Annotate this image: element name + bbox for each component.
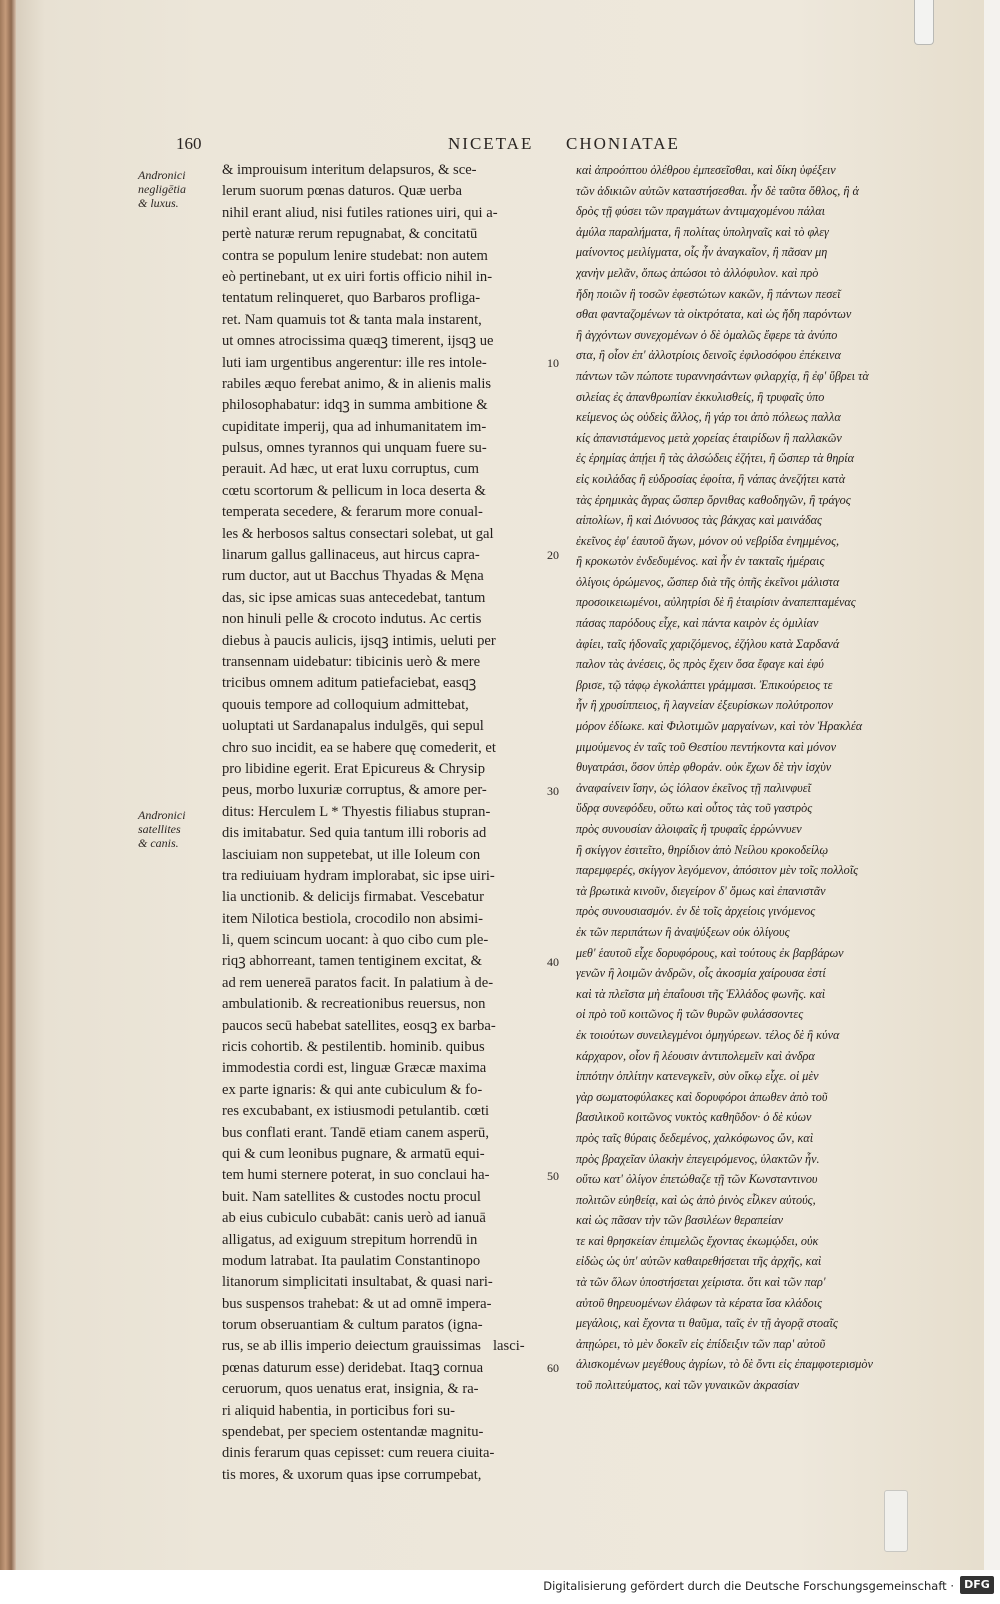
text-line: πρὸς ταῖς θύραις δεδεμένος, χαλκόφωνος ὤν, καὶ (576, 1130, 814, 1145)
text-line: lerum suorum pœnas daturos. Quæ uerba (222, 183, 462, 200)
text-line: pœnas daturum esse) deridebat. Itaqꝫ cornua (222, 1359, 484, 1376)
text-line: diebus à paucis aulicis, ijsqꝫ intimis, ueluti per (222, 632, 496, 649)
page-tab (884, 1490, 908, 1552)
text-line: αἰπολίων, ἢ καὶ Διόνυσος τὰς βάκχας καὶ μαινάδας (576, 513, 822, 528)
line-number: 30 (547, 783, 559, 798)
text-line: philosophabatur: idqꝫ in summa ambitione & (222, 397, 488, 414)
text-line: peus, morbo luxuriæ corruptus, & amore per- (222, 782, 487, 799)
text-line: ἱππότην ὁπλίτην κατενεγκεῖν, σὺν οἴκῳ εἶχε. οἱ μὲν (576, 1069, 819, 1084)
text-line: dis imitabatur. Sed quia tantum illi roboris ad (222, 825, 487, 842)
text-line: rabiles æquo ferebat animo, & in alienis malis (222, 375, 492, 392)
text-line: τοῦ πολιτεύματος, καὶ τῶν γυναικῶν ἀκρασίαν (576, 1378, 800, 1393)
text-line: χανὴν μελᾶν, ὅπως ἀπώσοι τὸ ἀλλόφυλον. καὶ πρὸ (576, 265, 819, 280)
dfg-logo: DFG (960, 1576, 994, 1594)
text-line: καὶ ἀπροόπτου ὀλέθρου ἐμπεσεῖσθαι, καὶ δίκη ὑφέξειν (576, 163, 836, 177)
text-line: tentatum relinqueret, quo Barbaros profliga- (222, 290, 481, 307)
text-line: temperata secedere, & ferarum more conual- (222, 504, 483, 521)
running-head-right: CHONIATAE (566, 134, 680, 153)
text-line: alligatus, ad exiguum strepitum horrendū in (222, 1231, 478, 1248)
text-line: αὐτοῦ θηρευομένων ἐλάφων τὰ κέρατα ἴσα κλάδοις (576, 1295, 823, 1310)
text-line: μιμούμενος ἐν ταῖς τοῦ Θεστίου πεντήκοντα καὶ μόνον (576, 739, 837, 754)
text-line: μεθ' ἑαυτοῦ εἶχε δορυφόρους, καὶ τούτους ἐκ βαρβάρων (576, 945, 844, 960)
text-line: οὕτω κατ' ὀλίγον ἐπετώθαζε τῇ τῶν Κωνσταντινου (576, 1172, 818, 1187)
text-line: torum obseruantiam & cultum paratos (igna- (222, 1317, 483, 1334)
text-line: lasciuiam non suppetebat, ut ille Ioleum con (222, 846, 481, 863)
text-line: ἁλισκομένων μεγέθους ἀγρίων, τὸ δὲ ὄντι εἰς ἐπαμφοτερισμὸν (576, 1357, 873, 1372)
text-line: ἀφίει, ταῖς ἡδοναῖς χαριζόμενος, ἐζήλου κατὰ Σαρδανά (576, 636, 840, 651)
text-line: ex parte ignaris: & qui ante cubiculum & fo- (222, 1081, 483, 1098)
text-line: ditus: Herculem L * Thyestis filiabus stupran- (222, 803, 491, 820)
text-line: ambulationib. & recreationibus reuersus, non (222, 996, 486, 1013)
text-line: ὕδρᾳ συνεφόδευ, οὕτω καὶ οὗτος τὰς τοῦ γαστρὸς (576, 801, 813, 816)
text-line: βασιλικοῦ κοιτῶνος νυκτὸς καθηῦδον· ὁ δὲ κύων (576, 1110, 812, 1125)
text-line: quouis tempore ad colloquium admittebat, (222, 696, 469, 713)
line-number: 20 (547, 548, 559, 563)
text-line: qui & cum leonibus pugnare, & armatū equi- (222, 1145, 485, 1162)
text-line: ἤδη ποιῶν ἢ τοσῶν ἐφεστώτων κακῶν, ἢ πάντων πεσεῖ (576, 286, 841, 301)
text-line: οἱ πρὸ τοῦ κοιτῶνος ἢ τῶν θυρῶν φυλάσσοντες (576, 1007, 804, 1022)
text-line: nihil erant aliud, nisi futiles rationes uiri, qui a- (222, 204, 498, 221)
margin-note-line: & canis. (138, 836, 179, 850)
margin-note-line: & luxus. (138, 196, 179, 210)
page-right-margin (984, 0, 1000, 1570)
text-line: στα, ἢ οἷον ἐπ' ἀλλοτρίοις δεινοῖς ἐφιλοσόφου ἐπέκεινα (576, 348, 841, 363)
text-line: tra rediuiuam hydram implorabat, sic ipse uiri- (222, 867, 495, 884)
text-line: eò pertinebant, ut ex uiri fortis officio nihil in- (222, 268, 493, 285)
margin-note-satellites (138, 808, 214, 850)
text-line: chro suo incidit, ea se habere quę comederit, et (222, 739, 496, 756)
text-line: πρὸς συνουσιασμόν. ἐν δὲ τοῖς ἀρχείοις γινόμενος (576, 904, 816, 919)
text-line: ἦν ἢ χρυσίππειος, ἢ λαγνείαν ἐξευρίσκων πολύτροπον (576, 698, 833, 713)
text-line: καὶ ὡς πᾶσαν τὴν τῶν βασιλέων θεραπείαν (576, 1213, 784, 1228)
text-line: ἀπῃώρει, τὸ μὲν δοκεῖν εἰς ἐπίδειξιν τῶν παρ' αὐτοῦ (576, 1336, 826, 1351)
text-line: μόρον ἐδίωκε. καὶ Φιλοτιμῶν μαργαίνων, καὶ τὸν Ἡρακλέα (576, 719, 863, 734)
text-line: δρὸς τῇ φύσει τῶν πραγμάτων ἀντιμαχομένου πάλαι (576, 204, 826, 219)
text-line: ricis cohortib. & pestilentib. hominib. quibus (222, 1039, 485, 1056)
text-line: pro libidine egerit. Erat Epicureus & Chrysip (222, 760, 486, 777)
running-head-left: NICETAE (448, 134, 534, 153)
text-line: dinis ferarum quas cepisset: cum reuera ciuita- (222, 1445, 495, 1462)
text-line: ἀναφαίνειν ἴσην, ὡς ἰόλαον ἐκεῖνος τῇ παλινφυεῖ (576, 780, 811, 795)
text-line: & improuisum interitum delapsuros, & sce- (222, 162, 477, 178)
text-line: ret. Nam quamuis tot & tanta mala instarent, (222, 311, 482, 328)
text-line: pulsus, omnes tyrannos qui unquam fuere su- (222, 440, 487, 457)
catchword: lasci- (493, 1338, 525, 1354)
text-line: ἢ ἀγχόντων συνεχομένων ὁ δὲ ὁμαλῶς ἔφερε τὰ ἀνύπο (576, 327, 838, 342)
greek-text-column (576, 160, 908, 1396)
text-line: καὶ τὰ πλεῖστα μὴ ἐπαΐουσι τῆς Ἑλλάδος φωνῆς. καὶ (576, 986, 826, 1001)
margin-note-luxury (138, 168, 214, 210)
text-line: πάσας παρόδους εἶχε, καὶ πάντα καιρὸν ἐς ὁμιλίαν (576, 616, 819, 631)
text-line: rus, se ab illis imperio deiectum grauissimas (222, 1338, 481, 1355)
margin-note-line: Andronici (138, 168, 186, 182)
line-number: 40 (547, 954, 559, 969)
text-line: τῶν ἀδικιῶν αὐτῶν καταστήσεσθαι. ἦν δὲ ταῦτα ὄθλος, ἢ ἀ (576, 183, 859, 198)
text-line: εἰς κοιλάδας ἢ εὐδροσίας ἐφοίτα, ἢ νάπας ἀνεζήτει κατὰ (576, 471, 846, 486)
text-line: ut omnes atrocissima quæqꝫ timerent, ijsqꝫ ue (222, 333, 494, 350)
text-line: bus suspensos trahebat: & ut ad omnē impera- (222, 1295, 492, 1312)
text-line: μεγάλοις, καὶ ἔχοντα τι θαῦμα, ταῖς ἐν τῇ ἀγορᾷ στοαῖς (576, 1316, 838, 1331)
page-number: 160 (176, 134, 202, 153)
text-line: tem humi sternere poterat, in suo conclaui ha- (222, 1167, 490, 1184)
footer-bar (0, 1570, 1000, 1604)
text-line: litanorum simplicitati insultabat, & quasi nari- (222, 1274, 493, 1291)
text-line: rum ductor, aut ut Bacchus Thyadas & Męna (222, 568, 484, 585)
text-line: κίς ἀπανιστάμενος μετὰ χορείας ἑταιρίδων ἢ παλλακῶν (576, 430, 842, 445)
text-line: προσοικειωμένοι, αὐλητρίσι δὲ ἢ ἑταιρίσιν ἀναπεπταμένας (576, 595, 856, 610)
text-line: ἐκ τῶν περιπάτων ἢ ἀναψύξεων οὐκ ὀλίγους (576, 924, 790, 939)
text-line: immodestia cordi est, linguæ Græcæ maxima (222, 1060, 487, 1077)
text-line: μαίνοντος μειλίγματα, οἷς ἦν ἀναγκαῖον, ἢ πᾶσαν μη (576, 245, 828, 260)
text-line: luti iam urgentibus angerentur: ille res intole- (222, 354, 487, 371)
text-line: modum latrabat. Ita paulatim Constantinopo (222, 1252, 481, 1269)
text-line: item Nilotica bestiola, crocodilo non absimi- (222, 910, 484, 927)
text-line: pertè naturæ rerum repugnabat, & concitatū (222, 226, 478, 243)
text-line: γὰρ σωματοφύλακες καὶ δορυφόροι ἀπωθεν ἀπὸ τοῦ (576, 1089, 828, 1104)
text-line: πρὸς βραχεῖαν ὑλακὴν ἐπεγειρόμενος, ὑλακτῶν ἦν. (576, 1151, 820, 1166)
text-line: das, sic ipse amicas suas antecedebat, tantum (222, 589, 486, 606)
text-line: uoluptati ut Sardanapalus indulgēs, qui sepul (222, 718, 484, 735)
text-line: εἰδὼς ὡς ὑπ' αὐτῶν καθαιρεθήσεται τῆς ἀρχῆς, καὶ (576, 1254, 822, 1269)
text-line: κείμενος ὡς οὐδεὶς ἄλλος, ἢ γάρ τοι ἀπὸ πόλεως παλλα (576, 410, 841, 425)
text-line: les & herbosos saltus consectari solebat, ut gal (222, 525, 494, 542)
page-clip (914, 0, 934, 45)
text-line: ab eius cubiculo cubabāt: canis uerò ad ianuā (222, 1210, 486, 1227)
text-line: perauit. Ad hæc, ut erat luxu corruptus, cum (222, 461, 479, 478)
text-line: linarum gallus gallinaceus, aut hircus capra- (222, 547, 480, 564)
margin-note-line: negligētia (138, 182, 186, 196)
text-line: παλον τὰς ἀνέσεις, ὃς πρὸς ἔχειν ὅσα ἔφαγε καὶ ἐφύ (576, 657, 824, 672)
text-line: transennam uidebatur: tibicinis uerò & mere (222, 653, 481, 670)
text-line: ὀλίγοις ὁρώμενος, ὥσπερ διὰ τῆς ὀπῆς ἐκεῖνοι μάλιστα (576, 574, 840, 589)
funding-credit: Digitalisierung gefördert durch die Deutsche Forschungsgemeinschaft · (543, 1579, 954, 1593)
text-line: buit. Nam satellites & custodes noctu procul (222, 1188, 481, 1205)
text-line: σιλείας ἐς ἀπανθρωπίαν ἐκκυλισθείς, ἢ τρυφαῖς ὑπο (576, 389, 825, 404)
margin-note-line: satellites (138, 822, 181, 836)
text-line: πρὸς συνουσίαν ἀλοιφαῖς ἢ τρυφαῖς ἐρρώννυεν (576, 822, 802, 836)
text-line: γενῶν ἢ λοιμῶν ἀνδρῶν, οἷς ἀκοσμία χαίρουσα ἐστί (576, 966, 826, 981)
text-line: ἐς ἐρημίας ἀπῄει ἢ τὰς ἀλσώδεις ἐζήτει, ἢ ὥσπερ τὰ θηρία (576, 451, 855, 466)
text-line: ἀμύλα παραλήματα, ἢ πολίτας ὑποληναῖς καὶ τὸ φλεγ (576, 224, 829, 239)
text-line: cœtu scortorum & pellicum in loca deserta & (222, 482, 486, 499)
text-line: τὰς ἐρημικὰς ἄγρας ὥσπερ ὄρνιθας καθοδηγῶν, ἢ τράγος (576, 492, 851, 507)
text-line: ἐκ τοιούτων συνειλεγμένοι ὁμηγύρεων. τέλος δὲ ἢ κύνα (576, 1027, 840, 1042)
text-line: cupiditate imperij, qua ad inhumanitatem im- (222, 418, 487, 435)
text-line: τὰ βρωτικὰ κινοῦν, διεγείρον δ' ὅμως καὶ ἐπανιστᾶν (576, 883, 826, 898)
text-line: ri aliquid habentia, in porticibus fori su- (222, 1402, 456, 1419)
text-line: lia unctionib. & delicijs firmabat. Vescebatur (222, 889, 484, 906)
text-line: li, quem scincum uocant: à quo cibo cum ple- (222, 932, 489, 949)
text-line: tis mores, & uxorum quas ipse corrumpebat, (222, 1466, 482, 1483)
text-line: πάντων τῶν πώποτε τυραννησάντων φιλαρχίᾳ, ἢ ἐφ' ὕβρει τὰ (576, 368, 869, 383)
text-line: ἢ σκίγγον ἐσιτεῖτο, θηρίδιον ἀπὸ Νείλου κροκοδείλῳ (576, 842, 829, 857)
line-number: 60 (547, 1361, 559, 1376)
text-line: non hinuli pelle & crocoto indutus. Ac certis (222, 611, 482, 628)
text-line: ad rem uenereā paratos facit. In palatium à de- (222, 974, 494, 991)
margin-note-line: Andronici (138, 808, 186, 822)
text-line: βρισε, τῷ τάφῳ ἐγκολάπτει γράμμασι. Ἐπικούρειος τε (576, 677, 833, 692)
text-line: tricibus omnem aditum patiefaciebat, easqꝫ (222, 675, 477, 692)
text-line: κάρχαρον, οἷον ἢ λέουσιν ἀντιπολεμεῖν καὶ ἀνδρα (576, 1048, 815, 1063)
text-line: paucos secū habebat satellites, eosqꝫ ex barba- (222, 1017, 496, 1034)
text-line: ἢ κροκωτὸν ἐνδεδυμένος. καὶ ἦν ἐν τακταῖς ἡμέραις (576, 554, 825, 569)
text-line: σθαι φανταζομένων τὰ οἰκτρότατα, καὶ ὡς ἤδη παρόντων (576, 307, 852, 322)
text-line: riqꝫ abhorreant, tamen tentiginem excitat, & (222, 953, 482, 970)
text-line: τὰ τῶν ὅλων ὑποστήσεται χείριστα. ὅτι καὶ τῶν παρ' (576, 1275, 826, 1290)
book-spine-edge (0, 0, 16, 1570)
text-line: ceruorum, quos uenatus erat, insignia, & ra- (222, 1381, 479, 1398)
line-number: 50 (547, 1168, 559, 1183)
text-line: παρεμφερές, σκίγγον λεγόμενον, ἀπόσιτον μὲν τοῖς πολλοῖς (576, 863, 859, 878)
text-line: ἐκεῖνος ἐφ' ἑαυτοῦ ἄγων, μόνον οὐ νεβρίδα ἐνημμένος, (576, 533, 840, 548)
text-line: πολιτῶν εὐηθείᾳ, καὶ ὡς ἀπὸ ῥινὸς εἷλκεν αὐτούς, (576, 1192, 816, 1207)
text-line: θυγατράσι, ὅσον ὑπὲρ φθοράν. οὐκ ἔχων δὲ τὴν ἰσχὺν (576, 760, 832, 775)
text-line: τε καὶ θρησκείαν ἐπιμελῶς ἔχοντας ἐκωμῴδει, οὐκ (576, 1233, 819, 1248)
text-line: spendebat, per speciem ostentandæ magnitu- (222, 1424, 484, 1441)
line-number: 10 (547, 355, 559, 370)
latin-text-column (222, 160, 550, 1486)
text-line: bus conflati erant. Tandē etiam canem asperū, (222, 1124, 489, 1141)
text-line: contra se populum lenire studebat: non autem (222, 247, 488, 264)
text-line: res excubabant, ex istiusmodi petulantib. cœti (222, 1103, 490, 1120)
